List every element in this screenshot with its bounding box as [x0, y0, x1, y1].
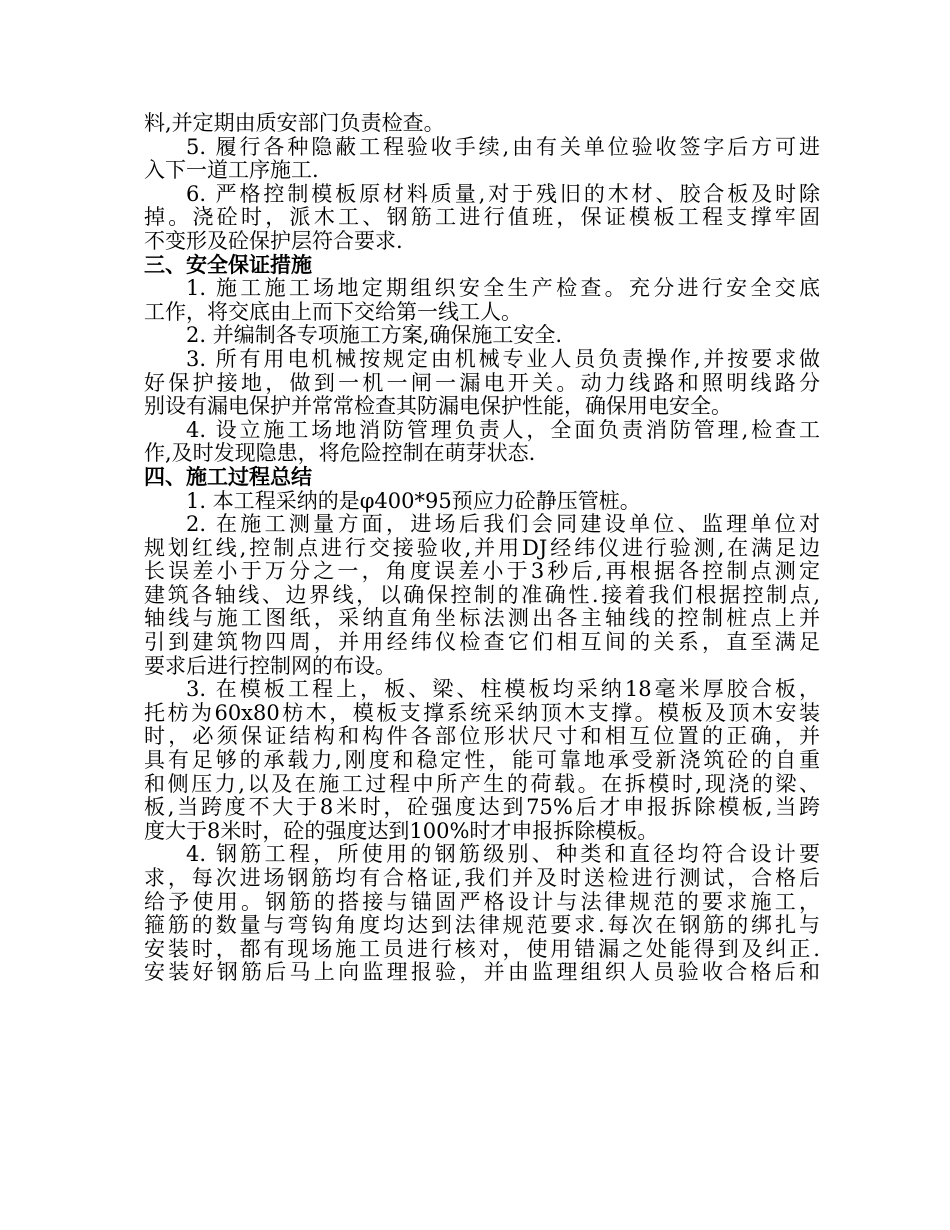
paragraph-line: 掉。浇砼时，派木工、钢筋工进行值班，保证模板工程支撑牢固	[144, 205, 820, 230]
paragraph-line: 2. 在施工测量方面，进场后我们会同建设单位、监理单位对	[186, 512, 820, 537]
paragraph-line: 5. 履行各种隐蔽工程验收手续,由有关单位验收签字后方可进	[186, 134, 820, 159]
paragraph-line: 1. 施工施工场地定期组织安全生产检查。充分进行安全交底	[186, 276, 820, 301]
paragraph-line: 好保护接地，做到一机一闸一漏电开关。动力线路和照明线路分	[144, 370, 820, 395]
paragraph-line: 4. 设立施工场地消防管理负责人，全面负责消防管理,检查工	[186, 417, 820, 442]
paragraph-line: 引到建筑物四周，并用经纬仪检查它们相互间的关系，直至满足	[144, 630, 820, 655]
paragraph-line: 长误差小于万分之一，角度误差小于3秒后,再根据各控制点测定	[144, 559, 820, 584]
paragraph-line: 和侧压力,以及在施工过程中所产生的荷载。在拆模时,现浇的梁、	[144, 771, 820, 796]
paragraph-line: 料,并定期由质安部门负责检查。	[144, 111, 445, 135]
paragraph-line: 安装时，都有现场施工员进行核对，使用错漏之处能得到及纠正.	[144, 936, 820, 961]
paragraph-line: 托枋为60x80枋木，模板支撑系统采纳顶木支撑。模板及顶木安装	[144, 700, 820, 725]
section-heading: 四、施工过程总结	[144, 464, 312, 489]
paragraph-line: 2. 并编制各专项施工方案,确保施工安全.	[186, 323, 563, 348]
paragraph-line: 要求后进行控制网的布设。	[144, 653, 396, 678]
paragraph-line: 作,及时发现隐患，将危险控制在萌芽状态.	[144, 441, 536, 466]
paragraph-line: 安装好钢筋后马上向监理报验，并由监理组织人员验收合格后和	[144, 960, 820, 985]
paragraph-line: 1. 本工程采纳的是φ400*95预应力砼静压管桩。	[186, 488, 641, 513]
paragraph-line: 给予使用。钢筋的搭接与锚固严格设计与法律规范的要求施工，	[144, 889, 820, 914]
paragraph-line: 求，每次进场钢筋均有合格证,我们并及时送检进行测试，合格后	[144, 866, 820, 890]
paragraph-line: 3. 所有用电机械按规定由机械专业人员负责操作,并按要求做	[186, 346, 820, 371]
paragraph-line: 入下一道工序施工.	[144, 158, 319, 183]
paragraph-line: 箍筋的数量与弯钩角度均达到法律规范要求.每次在钢筋的绑扎与	[144, 913, 820, 938]
paragraph-line: 建筑各轴线、边界线，以确保控制的准确性.接着我们根据控制点,	[144, 582, 820, 607]
paragraph-line: 工作，将交底由上而下交给第一线工人。	[144, 299, 522, 324]
paragraph-line: 别设有漏电保护并常常检查其防漏电保护性能，确保用电安全。	[144, 394, 732, 419]
paragraph-line: 规划红线,控制点进行交接验收,并用DJ经纬仪进行验测,在满足边	[144, 535, 820, 560]
paragraph-line: 度大于8米时，砼的强度达到100%时才申报拆除模板。	[144, 818, 659, 843]
section-heading: 三、安全保证措施	[144, 252, 312, 277]
paragraph-line: 6. 严格控制模板原材料质量,对于残旧的木材、胶合板及时除	[186, 181, 820, 206]
paragraph-line: 不变形及砼保护层符合要求.	[144, 228, 403, 253]
document-page	[144, 112, 820, 985]
paragraph-line: 4. 钢筋工程，所使用的钢筋级别、种类和直径均符合设计要	[186, 842, 820, 867]
paragraph-line: 时，必须保证结构和构件各部位形状尺寸和相互位置的正确，并	[144, 724, 820, 749]
paragraph-line: 轴线与施工图纸，采纳直角坐标法测出各主轴线的控制桩点上并	[144, 606, 820, 631]
paragraph-line: 具有足够的承载力,刚度和稳定性，能可靠地承受新浇筑砼的自重	[144, 748, 820, 773]
paragraph-line: 板,当跨度不大于8米时，砼强度达到75%后才申报拆除模板,当跨	[144, 795, 820, 820]
paragraph-line: 3. 在模板工程上，板、梁、柱模板均采纳18毫米厚胶合板，	[186, 677, 820, 702]
